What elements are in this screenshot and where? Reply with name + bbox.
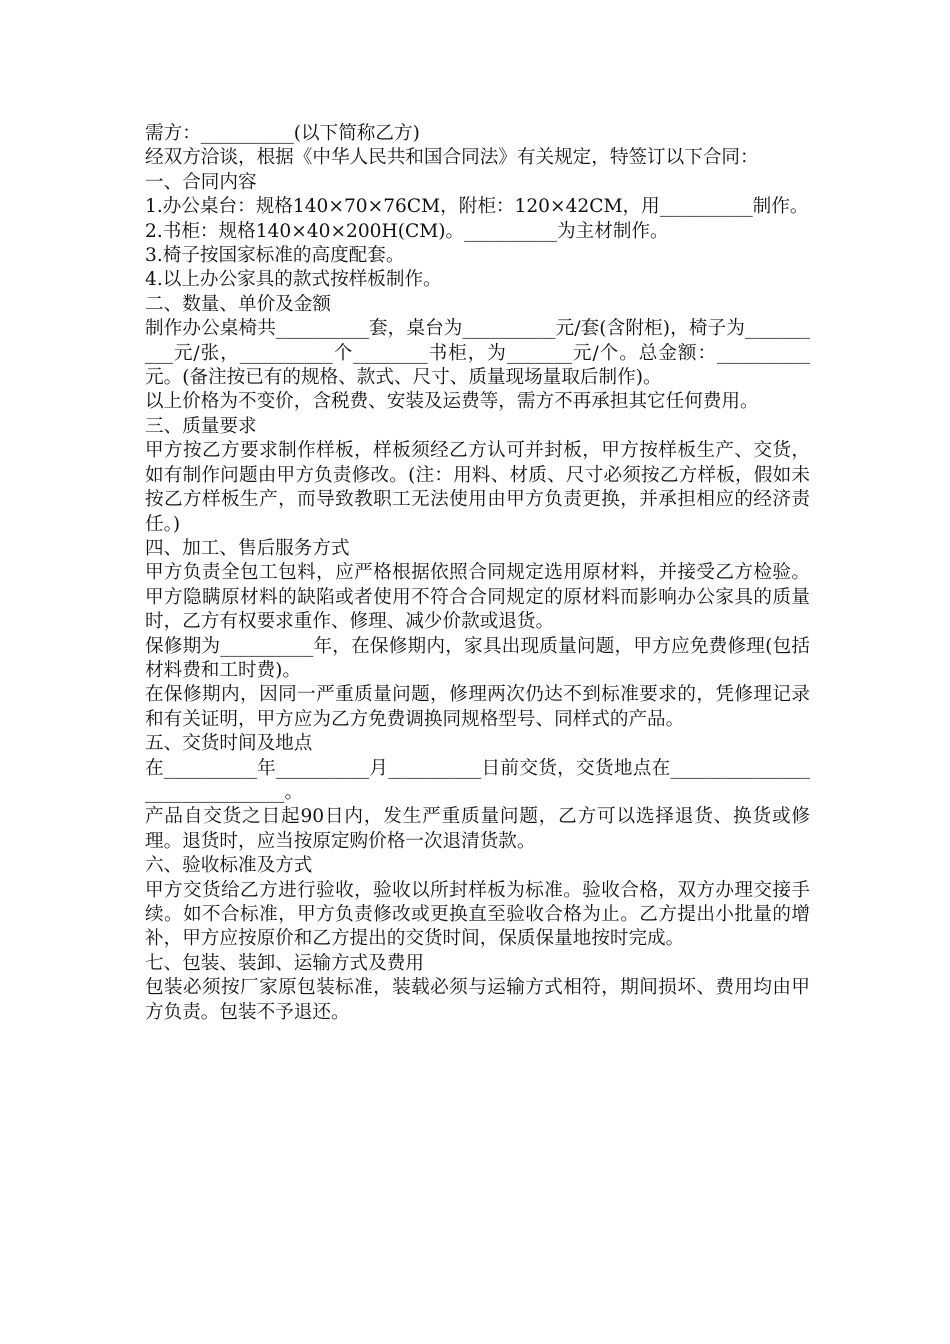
service-paragraph-1: 甲方负责全包工包料，应严格根据依照合同规定选用原材料，并接受乙方检验。甲方隐瞒原材料的缺陷或者使用不符合合同规定的原材料而影响办公家具的质量时，乙方有权要求重作、修理、减少价款或退货。 (145, 562, 810, 633)
section-3-heading: 三、质量要求 (145, 415, 257, 437)
contract-page (145, 122, 810, 1025)
contract-item-4: 4.以上办公家具的款式按样板制作。 (145, 269, 442, 291)
section-6-heading: 六、验收标准及方式 (145, 855, 313, 877)
delivery-paragraph-1: 在__________年__________月__________日前交货，交货地点在______________________________。 (145, 757, 810, 803)
section-7-heading: 七、包装、装卸、运输方式及费用 (145, 952, 424, 974)
section-1-heading: 一、合同内容 (145, 171, 257, 193)
section-5-heading: 五、交货时间及地点 (145, 733, 313, 755)
contract-item-2: 2.书柜：规格140×40×200H(CM)。__________为主材制作。 (145, 220, 669, 242)
contract-item-3: 3.椅子按国家标准的高度配套。 (145, 245, 405, 267)
service-paragraph-2: 保修期为__________年，在保修期内，家具出现质量问题，甲方应免费修理(包括材料费和工时费)。 (145, 635, 810, 681)
quantity-paragraph: 制作办公桌椅共__________套，桌台为__________元/套(含附柜)，椅子为__________元/张，__________个________书柜，为_______元/个。总金额：__________元。(备注按已有的规格、款式、尺寸、质量现场量取后制作)。 (145, 318, 810, 389)
price-paragraph: 以上价格为不变价，含税费、安装及运费等，需方不再承担其它任何费用。 (145, 391, 759, 413)
acceptance-paragraph: 甲方交货给乙方进行验收，验收以所封样板为标准。验收合格，双方办理交接手续。如不合标准，甲方负责修改或更换直至验收合格为止。乙方提出小批量的增补，甲方应按原价和乙方提出的交货时间，保质保量地按时完成。 (145, 879, 810, 950)
intro-paragraph: 经双方洽谈，根据《中华人民共和国合同法》有关规定，特签订以下合同： (145, 147, 759, 169)
delivery-paragraph-2: 产品自交货之日起90日内，发生严重质量问题，乙方可以选择退货、换货或修理。退货时，应当按原定购价格一次退清货款。 (145, 806, 810, 852)
service-paragraph-3: 在保修期内，因同一严重质量问题，修理两次仍达不到标准要求的，凭修理记录和有关证明，甲方应为乙方免费调换同规格型号、同样式的产品。 (145, 684, 810, 730)
section-4-heading: 四、加工、售后服务方式 (145, 537, 350, 559)
buyer-line: 需方：__________(以下简称乙方) (145, 123, 420, 144)
contract-item-1: 1.办公桌台：规格140×70×76CM，附柜：120×42CM，用__________制作。 (145, 196, 809, 218)
quality-paragraph: 甲方按乙方要求制作样板，样板须经乙方认可并封板，甲方按样板生产、交货，如有制作问题由甲方负责修改。(注：用料、材质、尺寸必须按乙方样板，假如未按乙方样板生产，而导致教职工无法使用由甲方负责更换，并承担相应的经济责任。) (145, 440, 810, 535)
packaging-paragraph: 包装必须按厂家原包装标准，装载必须与运输方式相符，期间损坏、费用均由甲方负责。包装不予退还。 (145, 977, 810, 1023)
section-2-heading: 二、数量、单价及金额 (145, 293, 331, 315)
